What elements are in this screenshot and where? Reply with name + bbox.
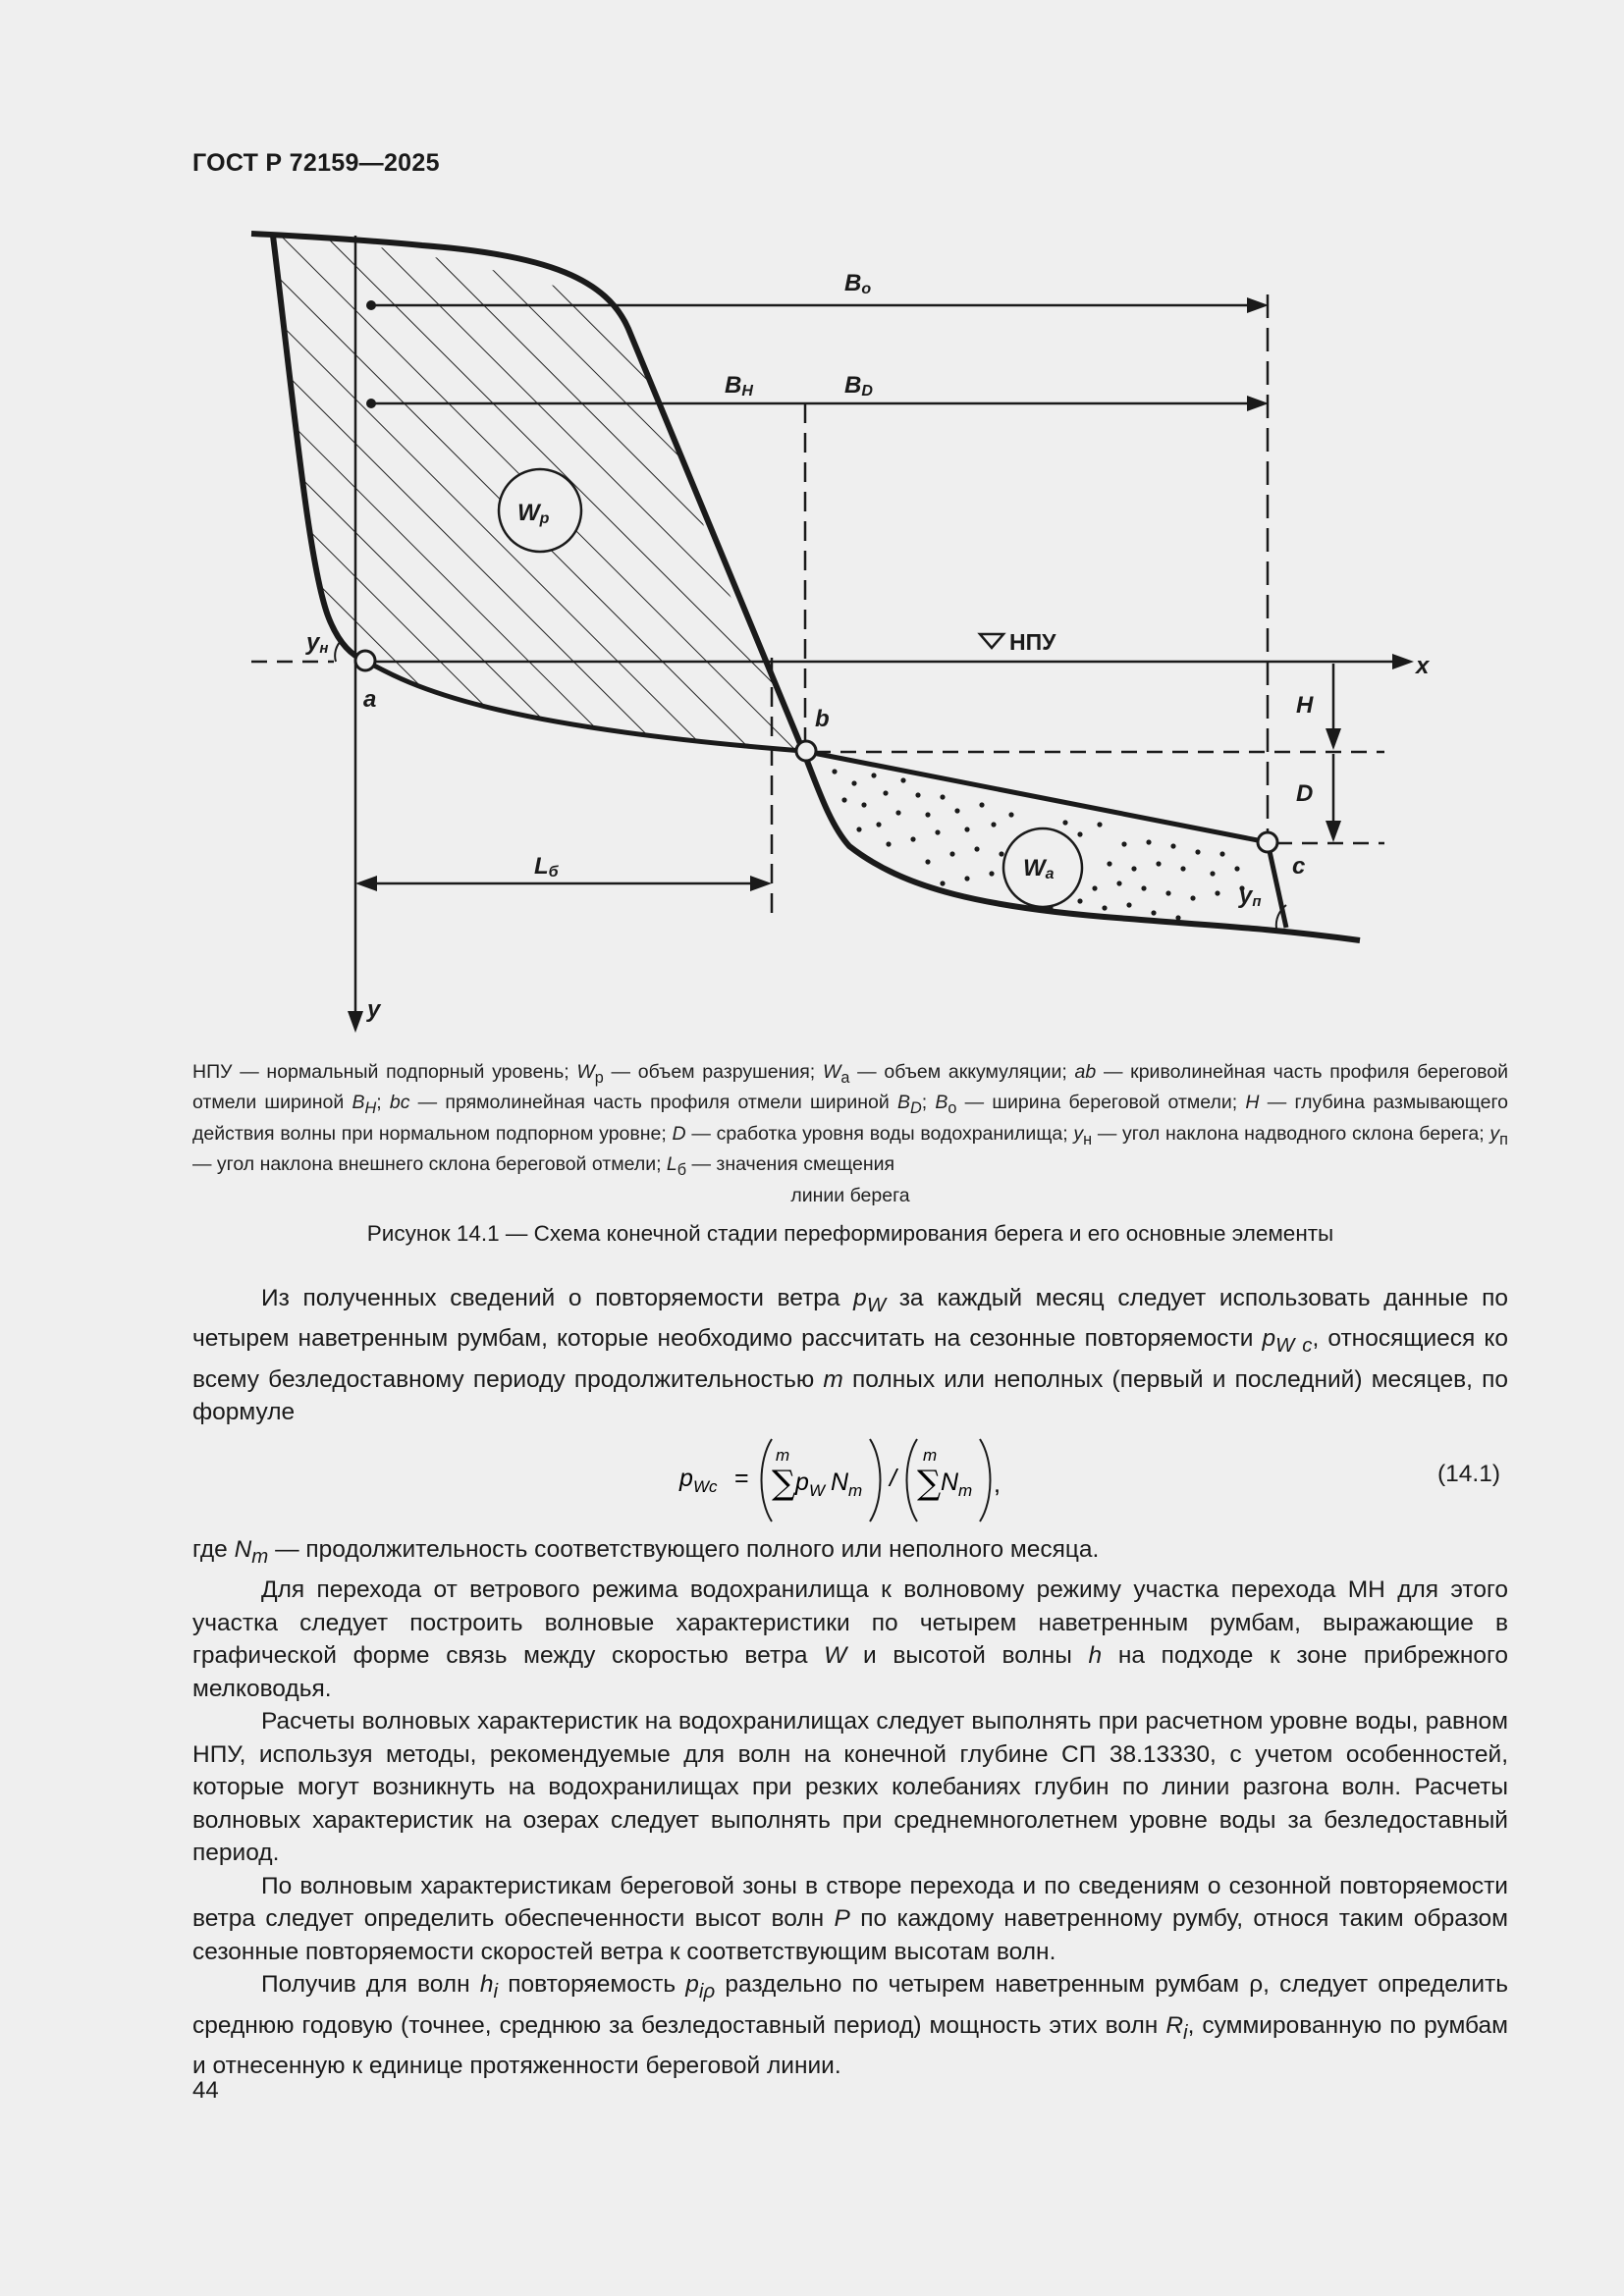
svg-text:Wc: Wc: [693, 1477, 718, 1496]
point-a: [355, 651, 375, 670]
formula-14-1: [677, 1431, 1031, 1525]
figure-legend: [192, 1060, 1508, 1208]
c-label: c: [1292, 853, 1306, 880]
svg-text:m: m: [848, 1481, 863, 1500]
wp-label: Wр: [517, 500, 550, 527]
body-text-1: [192, 1282, 1508, 1429]
wa-label: Wа: [1023, 855, 1055, 882]
bo-label: Bо: [844, 270, 872, 297]
svg-text:p: p: [795, 1468, 809, 1496]
svg-text:N: N: [941, 1468, 959, 1496]
figure-caption: Рисунок 14.1 — Схема конечной стадии переформирования берега и его основные элементы: [366, 1221, 1334, 1246]
paragraph-1: Из полученных сведений о повторяемости ветра $p_W$ за каждый месяц следует использовать данные по четырем наветренным румбам, которые необходимо рассчитать на сезонные повторяемости $p_{W c}$, относящиеся ко всему безледоставному периоду продолжительностью m полных или неполных (первый и последний) месяцев, по формуле: [192, 1285, 1508, 1426]
svg-text:=: =: [734, 1465, 749, 1492]
d-label: D: [1296, 780, 1314, 807]
point-b: [796, 741, 816, 761]
yp-label: yп: [1239, 882, 1262, 910]
page-number: 44: [192, 2077, 219, 2104]
svg-text:N: N: [831, 1468, 849, 1496]
document-header: ГОСТ Р 72159—2025: [192, 149, 440, 177]
x-axis-arrow: [1392, 654, 1414, 669]
paragraph-3: Расчеты волновых характеристик на водохранилищах следует выполнять при расчетном уровне воды, равном НПУ, используя методы, рекомендуемые для волн на конечной глубине СП 38.13330, с учетом особенностей, которые могут возникнуть на водохранилищах при резких колебаниях глубин по линии разгона волн. Расчеты волновых характеристик на озерах следует выполнять при среднемноголетнем уровне воды за безледоставный период.: [192, 1708, 1508, 1867]
y-axis-label: y: [367, 996, 381, 1023]
paragraph-2: Для перехода от ветрового режима водохранилища к волновому режиму участка перехода МН для этого участка следует построить волновые характеристики по четырем наветренным румбам, выражающие в графической форме связь между скоростью ветра W и высотой волны h на подходе к зоне прибрежного мелководья.: [192, 1576, 1509, 1702]
x-axis-label: x: [1416, 653, 1430, 679]
yn-label: yн: [306, 629, 329, 657]
legend-last-line: линии берега: [790, 1184, 910, 1206]
paragraph-5: Получив для волн $h_i$ повторяемость $p_{i\rho}$ раздельно по четырем наветренным румбам ρ, следует определить среднюю годовую (точнее, среднюю за безледоставный период) мощность этих волн $R_i$, суммированную по румбам и отнесенную к единице протяженности береговой линии.: [192, 1971, 1508, 2080]
point-c: [1258, 832, 1277, 852]
svg-text:∑: ∑: [772, 1464, 796, 1503]
paragraph-4: По волновым характеристикам береговой зоны в створе перехода и по сведениям о сезонной повторяемости ветра следует определить обеспеченности высот волн P по каждому наветренному румбу, относя таким образом сезонные повторяемости скоростей ветра к соответствующим высотам волн.: [192, 1872, 1508, 1965]
svg-text:W: W: [809, 1481, 826, 1500]
svg-text:/: /: [890, 1465, 896, 1492]
bh-label: BH: [725, 372, 753, 400]
svg-text:m: m: [923, 1446, 938, 1465]
svg-text:∑: ∑: [917, 1464, 942, 1503]
svg-text:,: ,: [994, 1470, 1001, 1498]
npu-label: НПУ: [1009, 629, 1056, 655]
where-line: где $N_m$ — продолжительность соответствующего полного или неполного месяца.: [192, 1536, 1100, 1568]
y-axis-arrow: [348, 1011, 363, 1033]
body-text-2: [192, 1533, 1508, 2083]
legend-text: НПУ — нормальный подпорный уровень; $W_р$ — объем разрушения; $W_а$ — объем аккумуляции; ab — криволинейная часть профиля береговой отмели шириной $B_H$; bc — прямолинейная часть профиля отмели шириной $B_D$; $B_о$ — ширина береговой отмели; H — глубина размывающего действия волны при нормальном подпорном уровне; D — сработка уровня воды водохранилища; $y_н$ — угол наклона надводного склона берега; $y_п$ — угол наклона внешнего склона береговой отмели; $L_б$ — значения смещения: [192, 1061, 1509, 1180]
svg-text:m: m: [776, 1446, 790, 1465]
svg-text:p: p: [679, 1465, 693, 1492]
npu-triangle: [980, 634, 1003, 648]
bd-label: BD: [844, 372, 873, 400]
lb-label: Lб: [534, 853, 559, 881]
h-label: H: [1296, 692, 1314, 719]
equation-number: (14.1): [1437, 1461, 1501, 1487]
a-label: a: [363, 686, 377, 713]
b-label: b: [815, 706, 830, 732]
svg-text:m: m: [958, 1481, 973, 1500]
shore-reformation-diagram: [0, 0, 1624, 1050]
outer-slope: [1268, 842, 1286, 928]
